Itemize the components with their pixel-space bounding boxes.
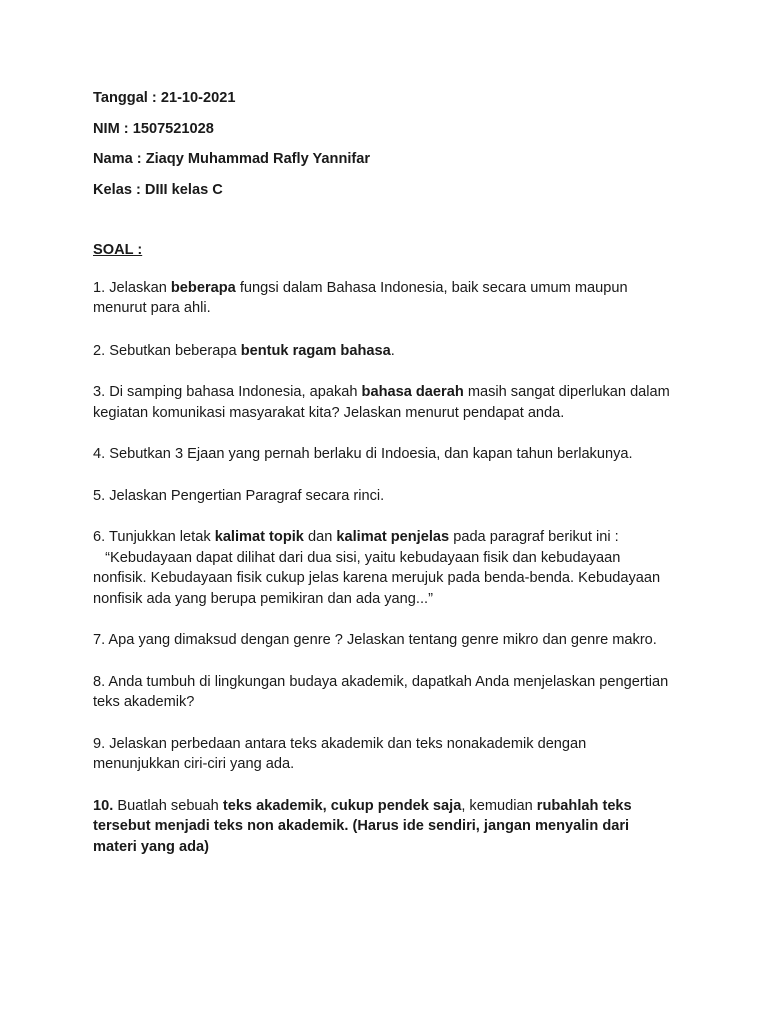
q3-bold-1: bahasa daerah (361, 384, 464, 400)
q10-bold-1: teks akademik, cukup pendek saja (222, 797, 462, 814)
q4-text-a: 4. Sebutkan 3 Ejaan yang pernah berlaku di Indoesia, dan kapan tahun berlakunya. (93, 446, 633, 462)
questions-heading: SOAL : (93, 242, 143, 258)
q2-bold-1: bentuk ragam bahasa (240, 342, 391, 359)
q10-bold-2: rubahlah teks tersebut menjadi teks non akademik. (Harus ide sendiri, jangan menyalin dari materi yang ada) (93, 797, 632, 855)
nim-line: NIM : 1507521028 (93, 120, 214, 137)
q5-text-a: 5. Jelaskan Pengertian Paragraf secara rinci. (93, 487, 385, 504)
question-3 (93, 382, 673, 423)
class-line: Kelas : DIII kelas C (93, 181, 223, 198)
q3-text-a: 3. Di samping bahasa Indonesia, apakah (93, 384, 362, 400)
q3-text-c: masih sangat diperlukan dalam kegiatan komunikasi masyarakat kita? Jelaskan menurut pendapat anda. (93, 384, 670, 421)
q7-text-a: 7. Apa yang dimaksud dengan genre ? Jelaskan tentang genre mikro dan genre makro. (93, 632, 657, 648)
q1-text-c: fungsi dalam Bahasa Indonesia, baik secara umum maupun menurut para ahli. (93, 279, 628, 316)
q10-number: 10. (93, 797, 114, 814)
q2-text-c: . (390, 342, 395, 359)
question-7 (93, 630, 673, 651)
q2-text-a: 2. Sebutkan beberapa (93, 342, 241, 359)
q1-text-a: 1. Jelaskan (93, 279, 171, 296)
document-content (93, 88, 673, 878)
q8-text-a: 8. Anda tumbuh di lingkungan budaya akademik, dapatkah Anda menjelaskan pengertian teks akademik? (93, 673, 669, 710)
question-10 (93, 796, 673, 858)
question-5 (93, 486, 673, 507)
q1-bold-1: beberapa (170, 279, 236, 296)
question-9 (93, 734, 673, 775)
q10-text-a: Buatlah sebuah (113, 797, 223, 814)
q6-bold-2: kalimat penjelas (336, 529, 450, 545)
name-line: Nama : Ziaqy Muhammad Rafly Yannifar (93, 151, 371, 167)
q6-text-a: 6. Tunjukkan letak (93, 529, 215, 545)
q10-text-c: , kemudian (461, 797, 537, 814)
q6-text-d: pada paragraf berikut ini : (449, 529, 619, 545)
question-4 (93, 444, 673, 465)
question-2 (93, 341, 673, 362)
q6-bold-1: kalimat topik (214, 529, 304, 545)
q9-text-a: 9. Jelaskan perbedaan antara teks akademik dan teks nonakademik dengan menunjukkan ciri-ciri yang ada. (93, 735, 587, 772)
q6-quote: “Kebudayaan dapat dilihat dari dua sisi, yaitu kebudayaan fisik dan kebudayaan nonfisik. Kebudayaan fisik cukup jelas karena merujuk pada benda-benda. Kebudayaan nonfisik ada yang berupa pemikiran dan ada yang...” (93, 549, 661, 607)
date-line: Tanggal : 21-10-2021 (93, 90, 236, 106)
q6-text-c: dan (303, 529, 337, 545)
question-8 (93, 672, 673, 713)
question-6 (93, 527, 673, 609)
question-1 (93, 278, 673, 319)
